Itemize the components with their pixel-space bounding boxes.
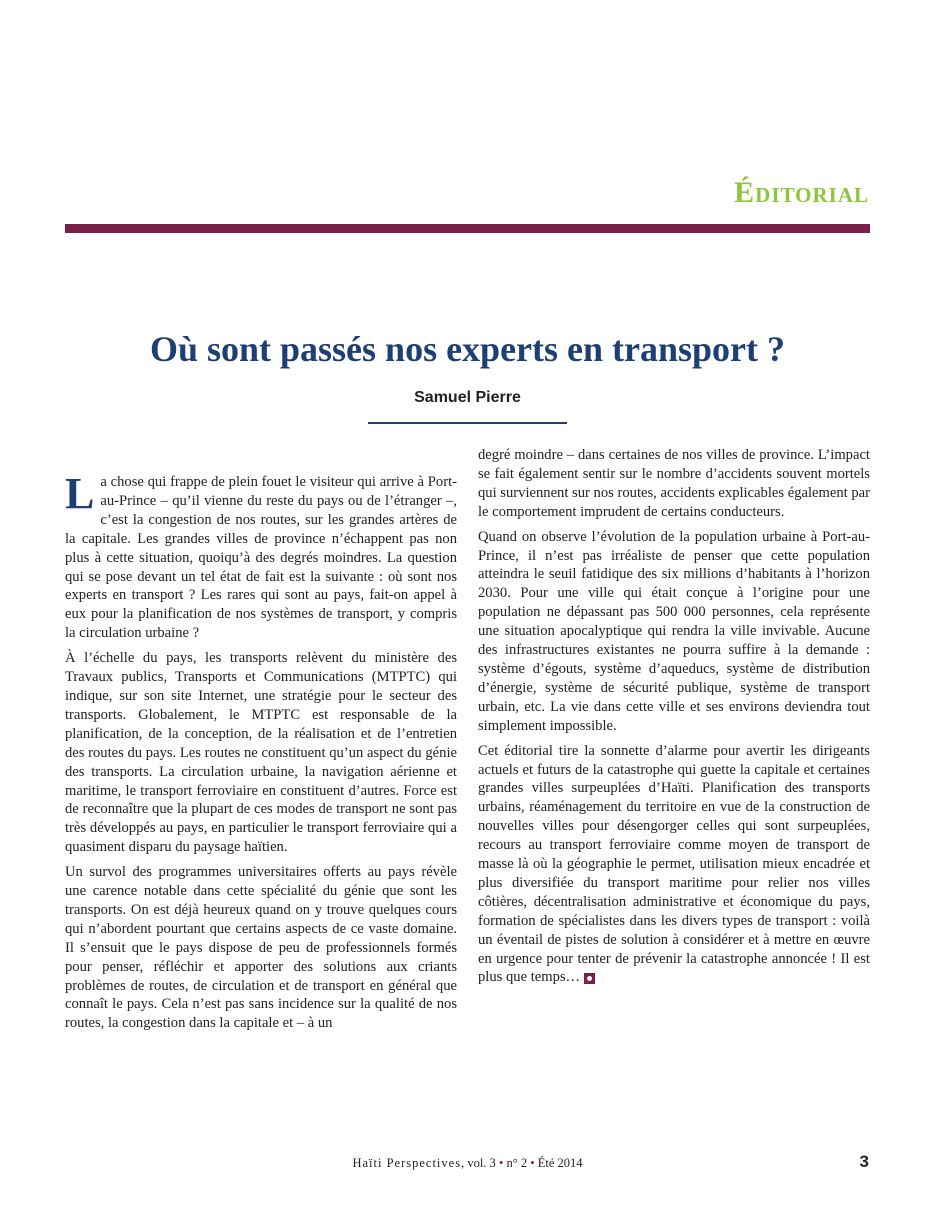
bullet-separator: • [495, 1156, 507, 1170]
right-column [478, 446, 870, 993]
paragraph: degré moindre – dans certaines de nos villes de province. L’impact se fait également sentir sur le nombre d’accidents souvent mortels qui surviennent sur nos routes, accidents explicables également par le comportement imprudent de certains conducteurs. [478, 447, 870, 520]
paragraph: Quand on observe l’évolution de la population urbaine à Port-au-Prince, il n’est pas irréaliste de penser que cette population atteindra le seuil fatidique des six millions d’habitants à l’horizon 2030. Pour une ville qui était conçue à l’origine pour une population ne dépassant pas 500 000 personnes, cela représente une situation apocalyptique qui rendra la ville invivable. Aucune des infrastructures existantes ne pourra suffire à la demande : système d’égouts, système d’aqueducs, système de distribution d’énergie, système de sécurité publique, système de transport urbain, etc. La vie dans cette ville et ses environs deviendra tout simplement impossible. [478, 528, 870, 734]
paragraph-text: Cet éditorial tire la sonnette d’alarme pour avertir les dirigeants actuels et futurs de la catastrophe qui guette la capitale et certaines grandes villes surpeuplées d’Haïti. Planification des transports urbains, réaménagement du territoire en vue de la construction de nouvelles villes pour désengorger celles qui sont surpeuplées, recours au transport ferroviaire comme moyen de transport de masse là où la géographie le permet, utilisation mieux encadrée et plus diversifiée du transport maritime pour relier nos villes côtières, décentralisation administrative et économique du pays, formation de spécialistes dans les divers types de transport : voilà un éventail de pistes de solution à considérer et à mettre en œuvre en urgence pour tenter de prévenir la catastrophe annoncée ! Il est plus que temps… [478, 742, 870, 986]
page-footer [0, 1156, 935, 1171]
season: Été 2014 [537, 1156, 583, 1170]
header-rule [65, 224, 870, 233]
paragraph: À l’échelle du pays, les transports relèvent du ministère des Travaux publics, Transports et Communications (MTPTC) qui indique, sur son site Internet, une stratégie pour le secteur des transports. Globalement, le MTPTC est responsable de la planification, de la conception, de la réalisation et de l’entretien des routes du pays. Les routes ne constituent qu’un aspect du génie des transports. La circulation urbaine, la navigation aérienne et maritime, le transport ferroviaire en constituent d’autres. Force est de reconnaître que la plupart de ces modes de transport ne sont pas très développés au pays, en particulier le transport ferroviaire qui a quasiment disparu du paysage haïtien. [65, 650, 457, 856]
volume: , vol. 3 [461, 1156, 496, 1170]
journal-name: Haïti Perspectives [352, 1156, 462, 1170]
paragraph: Un survol des programmes universitaires offerts au pays révèle une carence notable dans cette spécialité du génie que sont les transports. On est déjà heureux quand on y trouve quelques cours qui n’abordent pourtant que certains aspects de ce vaste domaine. Il s’ensuit que le pays dispose de peu de professionnels formés pour penser, réfléchir et apporter des solutions aux criants problèmes de routes, de circulation et de transport en général que connaît le pays. Cela n’est pas sans incidence sur la qualité de nos routes, la congestion dans la capitale et – à un [65, 864, 457, 1032]
paragraph [65, 469, 457, 643]
bullet-separator: • [527, 1156, 538, 1170]
article-author: Samuel Pierre [414, 389, 521, 406]
author-rule [368, 422, 567, 424]
issue: n° 2 [506, 1156, 528, 1170]
left-column [65, 469, 457, 1039]
paragraph-text: a chose qui frappe de plein fouet le visiteur qui arrive à Port-au-Prince – qu’il vienne du reste du pays ou de l’étranger –, c’est la congestion de nos routes, sur les grandes artères de la capitale. Les grandes villes de province n’échappent pas non plus à cette situation, quoiqu’à des degrés moindres. La question qui se pose devant un tel état de fait est la suivante : où sont nos experts en transport ? Les rares qui sont au pays, fait-on appel à eux pour la planification de nos systèmes de transport, y compris la circulation urbaine ? [65, 474, 457, 642]
drop-cap: L [65, 469, 95, 518]
end-of-article-icon [584, 973, 595, 984]
paragraph [478, 742, 870, 988]
article-title: Où sont passés nos experts en transport ? [149, 329, 786, 369]
page-number: 3 [859, 1152, 869, 1171]
section-label: Éditorial [734, 176, 869, 209]
